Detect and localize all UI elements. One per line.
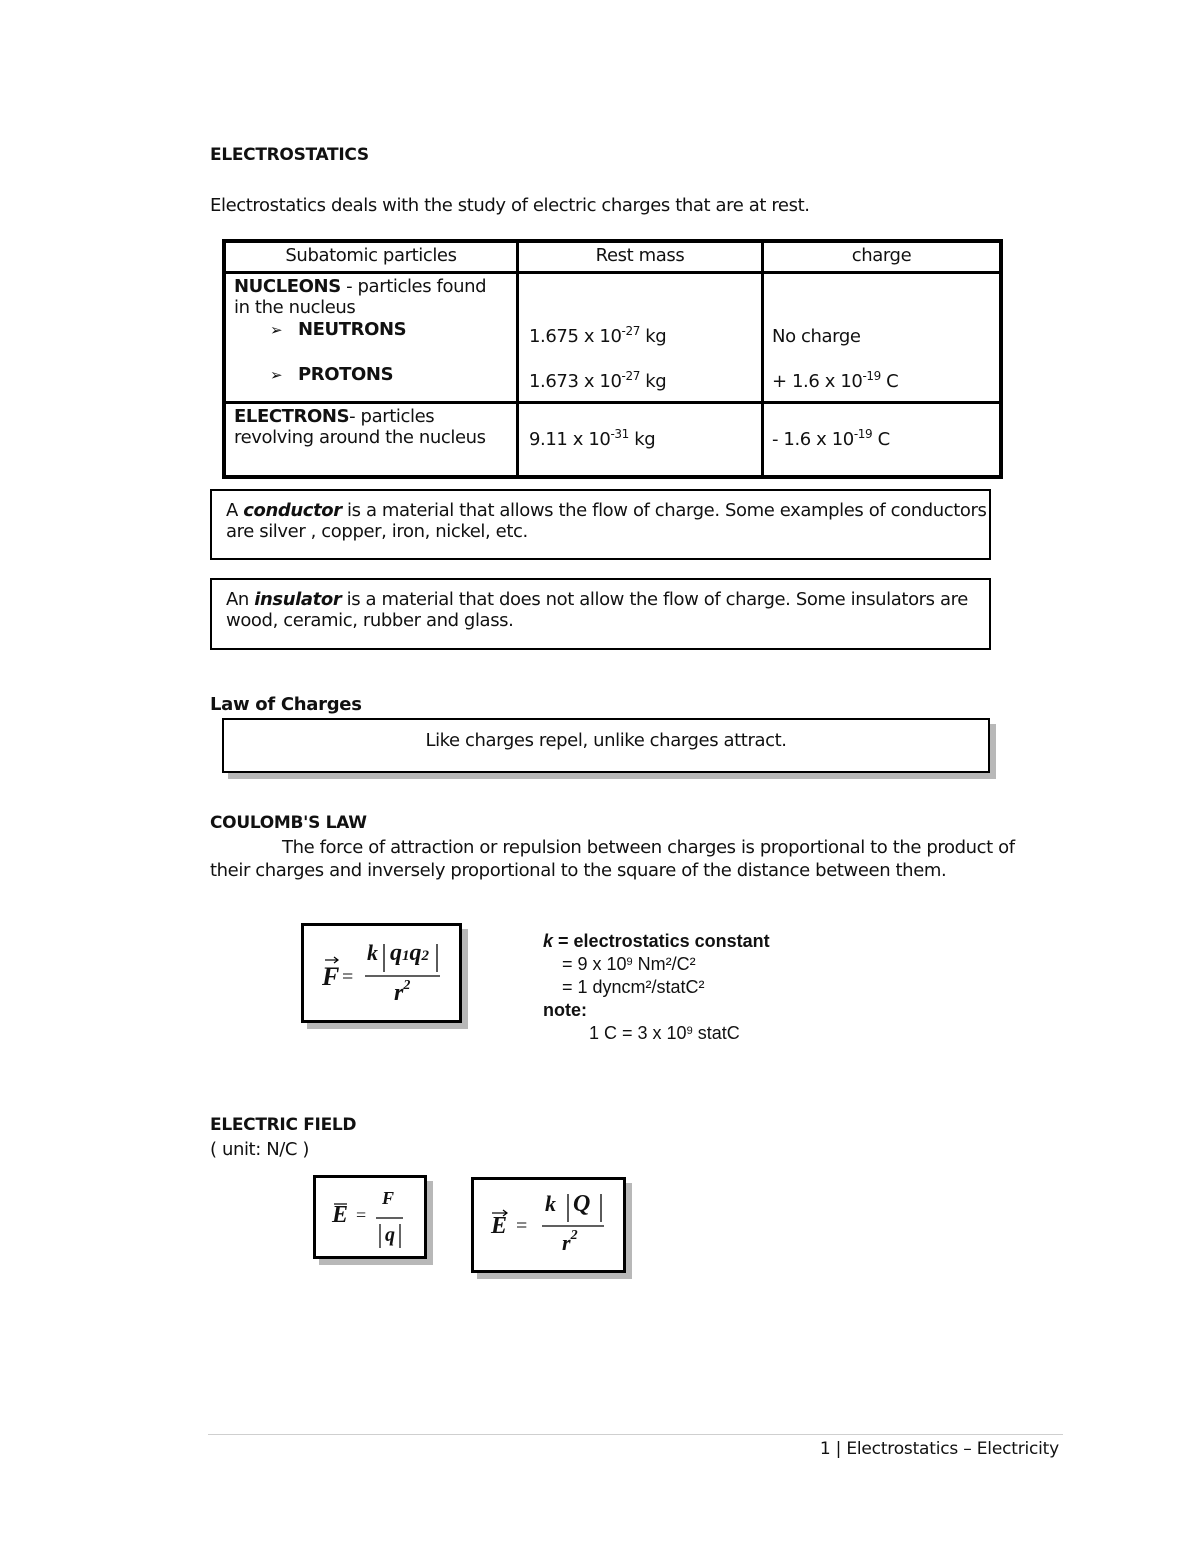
coulomb-text-line2: their charges and inversely proportional to the square of the distance between them. bbox=[210, 860, 947, 881]
nucleons-desc-2: in the nucleus bbox=[234, 297, 356, 318]
table-header-row bbox=[224, 241, 1001, 273]
table-row bbox=[224, 273, 1001, 403]
coulomb-text-line1: The force of attraction or repulsion between charges is proportional to the product of bbox=[282, 837, 1015, 858]
law-of-charges-heading: Law of Charges bbox=[210, 694, 362, 715]
page-footer: 1 | Electrostatics – Electricity bbox=[819, 1439, 1059, 1459]
k-symbol: k bbox=[543, 931, 554, 951]
proton-mass: 1.673 x $10^{-27}$ kg bbox=[529, 369, 667, 392]
neutron-mass: 1.675 x $10^{-27}$ kg bbox=[529, 324, 667, 347]
intro-text: Electrostatics deals with the study of electric charges that are at rest. bbox=[210, 195, 810, 216]
protons-label: PROTONS bbox=[298, 364, 394, 385]
table-header-cell: Rest mass bbox=[518, 241, 763, 273]
insulator-definition-box: An insulator is a material that does not allow the flow of charge. Some insulators are wood, ceramic, rubber and glass. bbox=[210, 578, 991, 650]
electron-charge: - 1.6 x $10^{-19}$ C bbox=[772, 427, 890, 450]
field-formula-box-1: E = F q bbox=[313, 1175, 427, 1259]
neutrons-label: NEUTRONS bbox=[298, 319, 407, 340]
law-of-charges-box: Like charges repel, unlike charges attract. bbox=[222, 718, 990, 773]
nucleons-label: NUCLEONS bbox=[234, 276, 341, 297]
electrons-label: ELECTRONS bbox=[234, 406, 350, 427]
coulomb-heading: COULOMB'S LAW bbox=[210, 813, 367, 833]
conductor-definition-box: A conductor is a material that allows the flow of charge. Some examples of conductors are silver , copper, iron, nickel, etc. bbox=[210, 489, 991, 560]
nucleons-desc: - particles found bbox=[340, 276, 487, 297]
electron-mass-cell bbox=[518, 403, 763, 478]
arrow-bullet-icon: ➢ bbox=[270, 366, 283, 384]
electric-field-unit: ( unit: N/C ) bbox=[210, 1139, 310, 1160]
electrons-desc-2: revolving around the nucleus bbox=[234, 427, 486, 448]
proton-charge: + 1.6 x $10^{-19}$ C bbox=[772, 369, 899, 392]
insulator-term: insulator bbox=[254, 589, 342, 610]
table-header-cell: Subatomic particles bbox=[224, 241, 518, 273]
page-title: ELECTROSTATICS bbox=[210, 145, 369, 165]
table-row bbox=[224, 403, 1001, 478]
field-formula-box-2: E = k Q $r^2$ bbox=[471, 1177, 626, 1273]
neutron-charge: No charge bbox=[772, 326, 861, 347]
nucleon-charge-cell bbox=[763, 273, 1002, 403]
nucleons-cell bbox=[224, 273, 518, 403]
list-item bbox=[234, 364, 508, 385]
particles-table bbox=[222, 239, 1003, 479]
conductor-term: conductor bbox=[243, 500, 342, 521]
list-item bbox=[234, 319, 508, 340]
nucleon-mass-cell bbox=[518, 273, 763, 403]
electrons-cell bbox=[224, 403, 518, 478]
electron-mass: 9.11 x $10^{-31}$ kg bbox=[529, 427, 656, 450]
electron-charge-cell bbox=[763, 403, 1002, 478]
table-header-cell: charge bbox=[763, 241, 1002, 273]
footer-divider bbox=[208, 1434, 1063, 1435]
coulomb-formula-box: F = k q1q2 $r^2$ bbox=[301, 923, 462, 1023]
arrow-bullet-icon: ➢ bbox=[270, 321, 283, 339]
electric-field-heading: ELECTRIC FIELD bbox=[210, 1115, 357, 1135]
constants-block: k = electrostatics constant = 9 x $10^9$ Nm²/C² = 1 dyncm²/statC² note: 1 C = 3 x $10^9$ statC bbox=[543, 931, 770, 1043]
electrons-desc: - particles bbox=[349, 406, 435, 427]
